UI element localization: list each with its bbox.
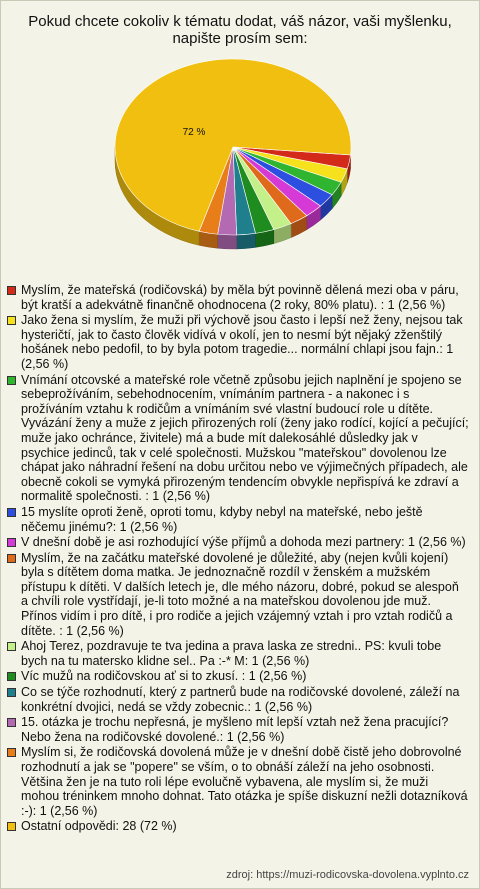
legend-swatch [7, 718, 16, 727]
legend-swatch [7, 688, 16, 697]
legend-swatch [7, 748, 16, 757]
legend-label: Jako žena si myslím, že muži při výchově jsou často i lepší než ženy, nejsou tak hysteričtí, jak to často člověk vidívá v okolí, jen to nesmí být nějaký zženštilý hošánek nebo pedofil, to by byla potom tragedie... normální chlapi jsou fajn.: 1 (2,56 %) [21, 313, 463, 371]
legend-swatch [7, 822, 16, 831]
legend-label: Myslím, že mateřská (rodičovská) by měla být povinně dělená mezi oba v páru, být kratší a adekvátně finančně ohodnocena (2 roky, 80% platu). : 1 (2,56 %) [21, 283, 459, 312]
legend-item-4 [7, 505, 469, 534]
legend-item-12 [7, 819, 469, 834]
legend-item-11 [7, 745, 469, 818]
legend-item-9 [7, 685, 469, 714]
legend-swatch [7, 508, 16, 517]
legend-label: Víc mužů na rodičovskou ať si to zkusí. : 1 (2,56 %) [21, 669, 307, 684]
pie-slice-side-10 [218, 234, 237, 249]
legend-swatch [7, 672, 16, 681]
chart-title: Pokud chcete cokoliv k tématu dodat, váš názor, vaši myšlenku, napište prosím sem: [28, 13, 452, 47]
legend-swatch [7, 286, 16, 295]
legend-swatch [7, 554, 16, 563]
legend-label: 15. otázka je trochu nepřesná, je myšleno mít lepší vztah než žena pracující? Nebo žena na rodičovské dovolené.: 1 (2,56 %) [21, 715, 449, 744]
legend-item-2 [7, 313, 469, 371]
legend-item-10 [7, 715, 469, 744]
legend-label: Vnímání otcovské a mateřské role včetně způsobu jejich naplnění je spojeno se sebeprožíváním, sebehodnocením, vnímáním partnera - a nakonec i s prožíváním vztahu k rodičům a vnímáním své vlastní budoucí role u dítěte. Vyvázání ženy a muže z jejich přirozených rolí (ženy jako rodící, kojící a pečující; muže jako ochránce, živitele) má a bude mít dalekosáhlé důsledky jak v psychice jedinců, tak v celé společnosti. Mužskou "mateřskou" dovolenou lze chápat jako náhradní řešení na dobu určitou nebo ve výjimečných případech, ale obecně cokoli se vymyká přirozeným tendencím obvykle nepřispívá ke zdraví a normalitě společnosti. : 1 (2,56 %) [21, 372, 469, 504]
legend-item-7 [7, 639, 469, 668]
legend-item-6 [7, 551, 469, 639]
legend-swatch [7, 376, 16, 385]
legend [7, 283, 469, 835]
legend-label: Co se týče rozhodnutí, který z partnerů bude na rodičovské dovolené, záleží na konkrétní dvojici, nedá se vždy zobecnic.: 1 (2,56 %) [21, 685, 460, 714]
legend-label: Myslím si, že rodičovská dovolená může je v dnešní době čistě jeho dobrovolné rozhodnutí a jak se "popere" se vším, o to obnáší záleží na jeho osobnosti. Většina žen je na tuto roli lépe evolučně vybavena, ale myslím si, že muži mohou tréninkem mnoho dohnat. Tato otázka je spíše diskuzní nežli dotazníková :-): 1 (2,56 %) [21, 745, 468, 818]
legend-label: Myslím, že na začátku mateřské dovolené je důležité, aby (nejen kvůli kojení) byla s dítětem doma matka. Je jednoznačně rozdíl v ženském a mužském přístupu k dítěti. V dalších letech je, dle mého názoru, dobré, pokud se alespoň a chvíli role vystřídají, je-li toto možné a na mateřskou dovolenou jde muž. Přínos vidím i pro dítě, i pro rodiče a jejich vzájemný vztah i pro vztah rodičů a dítěte. : 1 (2,56 %) [21, 550, 459, 638]
pie-chart [1, 1, 479, 281]
legend-swatch [7, 538, 16, 547]
legend-item-8 [7, 669, 469, 684]
legend-item-3 [7, 373, 469, 504]
legend-label: V dnešní době je asi rozhodující výše příjmů a dohoda mezi partnery: 1 (2,56 %) [21, 535, 466, 550]
legend-item-5 [7, 535, 469, 550]
legend-swatch [7, 642, 16, 651]
legend-label: Ahoj Terez, pozdravuje te tva jedina a prava laska ze stredni.. PS: kvuli tobe bych na tu matersko klidne sel.. Pa :-* M: 1 (2,56 %) [21, 639, 442, 668]
pie-slice-side-9 [237, 233, 256, 249]
legend-item-1 [7, 283, 469, 312]
legend-label: Ostatní odpovědi: 28 (72 %) [21, 819, 177, 834]
legend-label: 15 myslíte oproti ženě, oproti tomu, kdyby nebyl na mateřské, nebo ještě něčemu jinému?: 1 (2,56 %) [21, 504, 423, 534]
legend-swatch [7, 316, 16, 325]
slice-percent-label: 72 % [182, 127, 206, 138]
source-note: zdroj: https://muzi-rodicovska-dovolena.vyplnto.cz [226, 869, 469, 881]
